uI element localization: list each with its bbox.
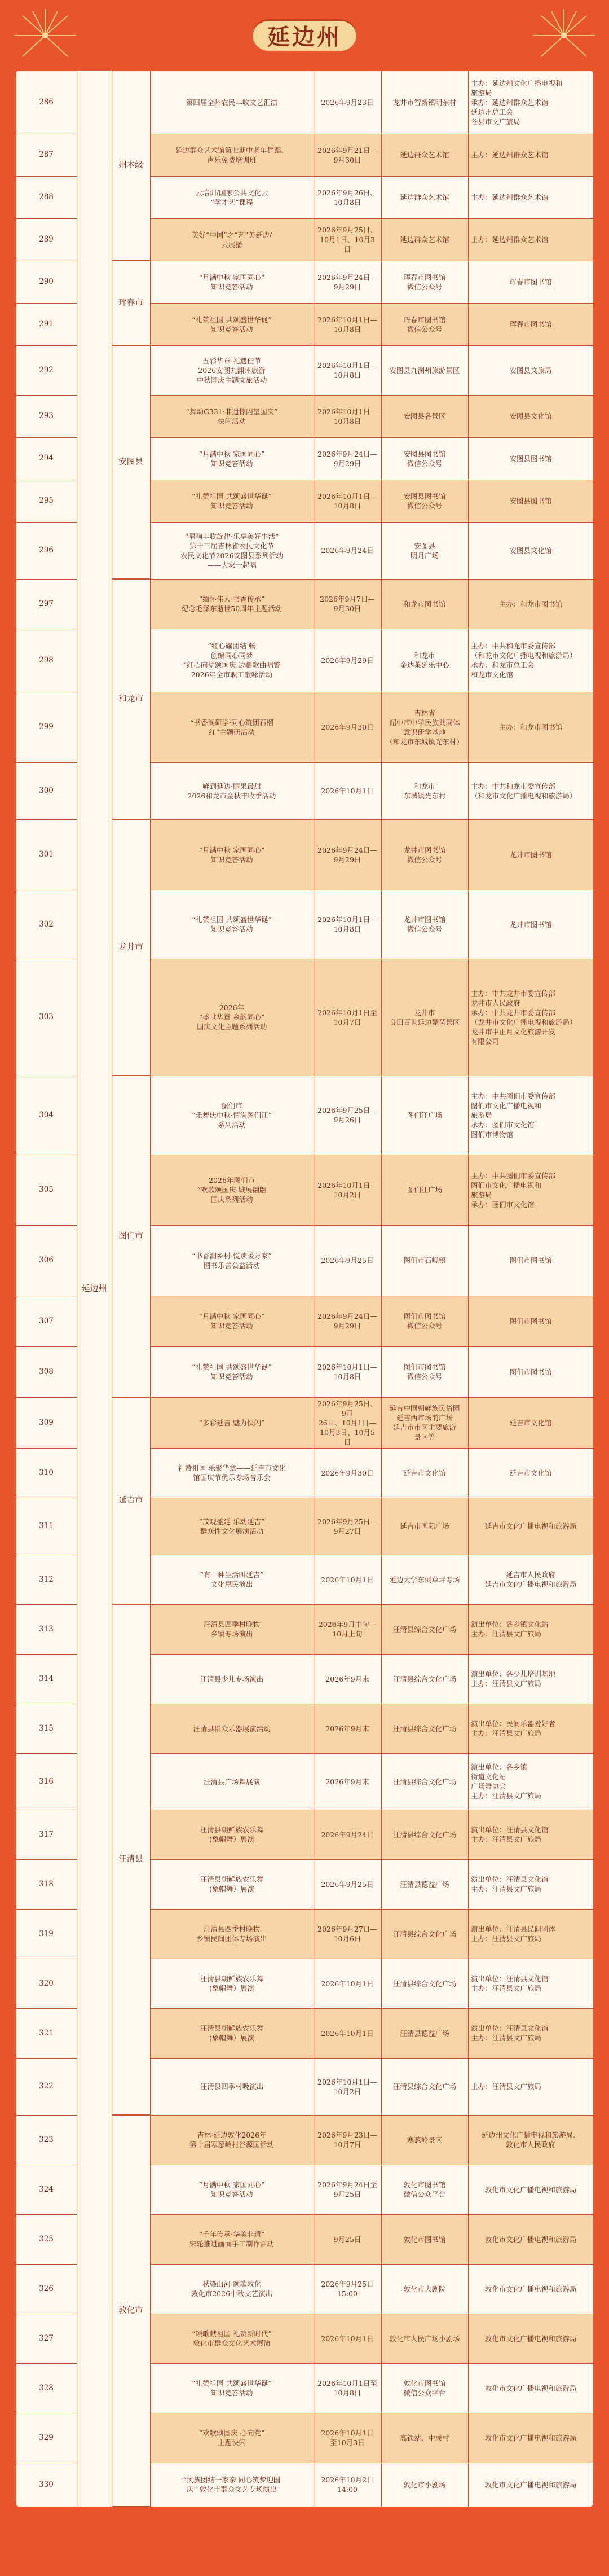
- activity-name: “颂歌献祖国 礼赞新时代” 敦化市群众文化艺术展演: [192, 2329, 272, 2347]
- activity-time: 2026年9月27日— 10月6日: [317, 1925, 377, 1943]
- activity-place: 珲春市图书馆 微信公众号: [403, 273, 446, 291]
- activity-organizer: 敦化市文化广播电视和旅游局: [484, 2384, 577, 2393]
- activity-time: 2026年10月1日至 10月7日: [317, 1008, 377, 1026]
- activity-name: “民族团结一家亲·同心筑梦迎国 庆” 敦化市群众文艺专场演出: [183, 2476, 281, 2494]
- activity-time: 2026年10月1日: [321, 787, 374, 795]
- region-name: 敦化市: [118, 2306, 143, 2315]
- activity-name: 汪清县朝鲜族农乐舞 (象帽舞）展演: [200, 2024, 264, 2042]
- row-number: 298: [39, 655, 54, 665]
- activity-name: “茂观盛延 乐动延吉” 群众性文化展演活动: [198, 1517, 265, 1535]
- activity-place: 和龙市 金达莱延乐中心: [400, 651, 449, 669]
- activity-organizer: 演出单位：各少儿培训基地 主办：汪清县文广旅局: [471, 1670, 556, 1688]
- activity-time: 2026年9月中旬— 10月上旬: [318, 1620, 377, 1638]
- row-number: 326: [39, 2284, 54, 2293]
- activity-place: 图们江广场: [407, 1186, 443, 1194]
- activity-name: 汪清县广场舞展演: [203, 1777, 260, 1786]
- activity-organizer: 演出单位：汪清县文化馆 主办：汪清县文广旅局: [471, 1974, 549, 1993]
- row-number: 329: [39, 2433, 54, 2442]
- row-number: 316: [39, 1776, 54, 1786]
- activity-time: 2026年9月26日、 10月8日: [317, 188, 377, 207]
- activity-time: 2026年10月1日— 10月8日: [317, 361, 377, 379]
- activity-time: 2026年9月24日— 9月29日: [317, 845, 377, 864]
- activity-name: 秋染山河·颂歌敦化 敦化市2026中秋文艺演出: [191, 2280, 273, 2298]
- activity-place: 图们市图书馆 微信公众号: [403, 1312, 446, 1330]
- activity-time: 2026年9月29日: [321, 656, 374, 665]
- activity-organizer: 敦化市文化广播电视和旅游局: [484, 2334, 577, 2343]
- activity-name: 鲜到延边·丽果最甜 2026和龙市金秋丰收季活动: [187, 782, 276, 800]
- row-number: 310: [39, 1468, 54, 1477]
- activity-place: 安图县 明月广场: [410, 541, 439, 560]
- activity-organizer: 主办：延边州文化广播电视和 旅游局 承办：延边州群众艺术馆 延边州总工会 各县市文广旅局: [471, 78, 563, 126]
- row-number: 300: [39, 786, 54, 795]
- activity-organizer: 图们市图书馆: [509, 1256, 552, 1265]
- row-number: 286: [39, 97, 54, 107]
- activity-name: “礼赞祖国 共颂盛世华诞” 知识竞答活动: [192, 2379, 272, 2397]
- activity-organizer: 安图县图书馆: [509, 497, 552, 505]
- activity-name: “礼赞祖国 共颂盛世华诞” 知识竞答活动: [192, 491, 272, 510]
- activity-place: 龙井市图书馆 微信公众号: [403, 845, 446, 864]
- firework-left-icon: [6, 5, 85, 67]
- activity-name: “千年传承·华美非遗” 宋轮推进画面手工制作活动: [189, 2230, 274, 2248]
- activity-name: 汪清县四季村晚物 乡镇专场演出: [203, 1620, 260, 1638]
- activity-name: “书香润研学·同心筑团石榴 红”主题研活动: [190, 718, 273, 736]
- region-name: 州本级: [118, 161, 143, 170]
- region-name: 汪清县: [118, 1855, 143, 1864]
- activity-place: 汪清县综合文化广场: [392, 1625, 457, 1634]
- activity-time: 2026年9月25日、 10月1日、10月3日: [317, 226, 377, 253]
- activity-name: “礼赞祖国 共颂盛世华诞” 知识竞答活动: [192, 915, 272, 933]
- activity-name: “红心耀团结 畅 创编同心同梦 “红心向党颂国庆·边疆歌曲唱警 2026年全市职工歌咏活动: [183, 642, 281, 679]
- activity-place: 延边大学东侧草坪专场: [389, 1575, 460, 1584]
- activity-time: 2026年9月24日: [321, 1830, 374, 1839]
- activity-place: 和龙市 东城镇光东村: [403, 782, 446, 800]
- activity-name: “月满中秋 家国同心” 知识竞答活动: [198, 2180, 265, 2198]
- region-name: 珲春市: [118, 298, 143, 308]
- region-name: 延吉市: [118, 1496, 143, 1505]
- row-number: 306: [39, 1256, 54, 1265]
- activity-name: 汪清县朝鲜族农乐舞 (象帽舞）展演: [200, 1825, 264, 1844]
- row-number: 293: [39, 411, 54, 420]
- activity-organizer: 主办：中共图们市委宣传部 图们市文化广播电视和 旅游局 承办：图们市文化馆 图们市博物馆: [471, 1091, 556, 1139]
- activity-time: 2026年9月25日: [321, 1256, 374, 1265]
- activity-organizer: 主办：中共和龙市委宣传部 （和龙市文化广播电视和旅游局） 承办：和龙市总工会 和龙市文化馆: [471, 642, 577, 679]
- activity-name: 2026年 “盛世华章 乡韵同心” 国庆文化主题系列活动: [196, 1003, 267, 1031]
- activity-name: 第四届全州农民丰收文艺汇演: [186, 98, 278, 107]
- activity-organizer: 敦化市文化广播电视和旅游局: [484, 2480, 577, 2489]
- activity-place: 延吉中国朝鲜族民俗园 延吉西市场前广场 延吉市市区主要旅游 景区等: [389, 1404, 460, 1441]
- region-name: 安图县: [118, 457, 143, 467]
- activity-name: 延边群众艺术馆第七期中老年舞蹈、 声乐免费培训班: [175, 146, 288, 164]
- row-number: 330: [39, 2480, 54, 2489]
- activity-time: 2026年10月1日 至10月3日: [321, 2429, 374, 2447]
- activity-organizer: 延吉市人民政府 延吉市文化广播电视和旅游局: [484, 1570, 577, 1588]
- activity-place: 安图县九渊州旅游景区: [389, 366, 460, 375]
- activity-time: 2026年9月23日: [321, 98, 374, 107]
- activity-time: 2026年9月25日、9月 26日、10月1日— 10月3日、10月5日: [317, 1399, 377, 1446]
- activity-name: 汪清县朝鲜族农乐舞 (象帽舞）展演: [200, 1974, 264, 1993]
- activity-place: 延边群众艺术馆: [400, 193, 449, 201]
- activity-organizer: 主办：中共和龙市委宣传部 （和龙市文化广播电视和旅游局）: [471, 782, 577, 800]
- row-number: 324: [39, 2184, 54, 2194]
- activity-place: 汪清县德益广场: [400, 2029, 449, 2038]
- activity-place: 汪清县综合文化广场: [392, 2082, 457, 2091]
- activity-time: 2026年9月23日— 10月7日: [317, 2131, 377, 2149]
- activity-organizer: 安图县文旅局: [509, 366, 552, 375]
- row-number: 322: [39, 2082, 54, 2091]
- activity-organizer: 延吉市文化馆: [509, 1468, 552, 1477]
- activity-place: 安图县图书馆 微信公众号: [403, 449, 446, 468]
- activity-organizer: 主办：延边州群众艺术馆: [471, 151, 549, 159]
- title-banner: [0, 0, 609, 71]
- row-number: 313: [39, 1624, 54, 1634]
- row-number: 323: [39, 2135, 54, 2144]
- activity-name: “缅怀伟人·书香传承” 纪念毛泽东逝世50周年主题活动: [181, 595, 283, 613]
- activity-organizer: 安图县文化馆: [509, 546, 552, 555]
- activity-place: 延吉市国际广场: [400, 1522, 449, 1530]
- row-number: 301: [39, 850, 54, 859]
- activity-organizer: 图们市图书馆: [509, 1316, 552, 1326]
- activity-place: 敦化市人民广场小剧场: [389, 2334, 460, 2343]
- row-number: 307: [39, 1316, 54, 1326]
- activity-time: 2026年10月1日: [321, 1979, 374, 1988]
- activity-place: 敦化市小剧场: [403, 2480, 446, 2489]
- activity-organizer: 珲春市图书馆: [509, 320, 552, 328]
- activity-organizer: 主办：延边州群众艺术馆: [471, 235, 549, 244]
- activity-time: 2026年10月1日: [321, 1575, 374, 1584]
- activity-name: “舞动G331·非遗惊闪望国庆” 快闪活动: [186, 407, 278, 425]
- activity-place: 汪清县综合文化广场: [392, 1674, 457, 1683]
- activity-name: “月满中秋 家国同心” 知识竞答活动: [198, 1312, 265, 1330]
- activity-time: 2026年10月1日— 10月8日: [317, 491, 377, 510]
- activity-time: 2026年9月21日— 9月30日: [317, 146, 377, 164]
- activity-name: “有一种生活叫延吉” 文化惠民演出: [200, 1570, 264, 1588]
- activity-time: 2026年10月1日: [321, 2334, 374, 2343]
- activity-organizer: 敦化市文化广播电视和旅游局: [484, 2235, 577, 2244]
- activity-place: 汪清县德益广场: [400, 1880, 449, 1889]
- activity-time: 2026年9月24日: [321, 546, 374, 555]
- activity-name: 汪清县少儿专场演出: [200, 1674, 264, 1683]
- activity-organizer: 主办：中共龙井市委宣传部 龙井市人民政府 承办：中共龙井市委宣传部 （龙井市文化广播电视和旅游局） 龙井市中正月文化旅游开发 有限公司: [471, 989, 577, 1046]
- activity-time: 2026年10月1日— 10月8日: [317, 1363, 377, 1381]
- activity-place: 汪清县综合文化广场: [392, 1830, 457, 1839]
- title-pill: [253, 19, 356, 51]
- activity-name: “月满中秋 家国同心” 知识竞答活动: [198, 449, 265, 468]
- activity-time: 2026年10月1日至 10月8日: [317, 2379, 377, 2397]
- row-number: 296: [39, 546, 54, 555]
- activity-name: 五彩华章·礼遇佳节 2026安图九渊州旅游 中秋国庆主题文旅活动: [196, 356, 267, 384]
- activity-organizer: 安图县图书馆: [509, 454, 552, 463]
- activity-time: 2026年10月1日— 10月2日: [317, 2077, 377, 2096]
- activity-place: 汪清县综合文化广场: [392, 1929, 457, 1938]
- row-number: 325: [39, 2234, 54, 2244]
- activity-organizer: 敦化市文化广播电视和旅游局: [484, 2185, 577, 2194]
- activity-organizer: 演出单位：汪清县文化馆 主办：汪清县文广旅局: [471, 2024, 549, 2042]
- activity-name: “月满中秋 家国同心” 知识竞答活动: [198, 845, 265, 864]
- activity-place: 汪清县综合文化广场: [392, 1979, 457, 1988]
- activity-time: 2026年9月末: [325, 1724, 369, 1733]
- row-number: 297: [39, 599, 54, 608]
- activity-organizer: 演出单位：各乡镇 街道文化站 广场舞协会 主办：汪清县文广旅局: [471, 1763, 542, 1800]
- region-name: 图们市: [118, 1231, 143, 1241]
- activity-time: 2026年9月24日— 9月29日: [317, 1312, 377, 1330]
- activity-place: 图们市图书馆 微信公众号: [403, 1363, 446, 1381]
- row-number: 303: [39, 1012, 54, 1021]
- activity-organizer: 图们市图书馆: [509, 1367, 552, 1376]
- activity-name: “礼赞祖国 共颂盛世华诞” 知识竞答活动: [192, 1363, 272, 1381]
- activity-time: 2026年10月1日— 10月8日: [317, 407, 377, 425]
- row-number: 319: [39, 1929, 54, 1938]
- activity-name: 汪清县群众乐器展演活动: [193, 1724, 271, 1733]
- activity-time: 2026年10月1日: [321, 2029, 374, 2038]
- activity-time: 2026年10月1日— 10月8日: [317, 315, 377, 333]
- row-number: 315: [39, 1723, 54, 1733]
- row-number: 291: [39, 319, 54, 328]
- activity-name: “欢歌颂国庆 心向党” 主题快闪: [198, 2429, 265, 2447]
- row-number: 328: [39, 2383, 54, 2393]
- activity-place: 延边群众艺术馆: [400, 235, 449, 244]
- row-number: 288: [39, 192, 54, 201]
- activity-organizer: 延吉市文化馆: [509, 1418, 552, 1427]
- activity-place: 图们江广场: [407, 1111, 443, 1120]
- activity-time: 2026年9月25日: [321, 1880, 374, 1889]
- activity-time: 2026年9月25日— 9月27日: [317, 1517, 377, 1535]
- activity-place: 敦化市大剧院: [403, 2284, 446, 2293]
- region-name: 和龙市: [118, 694, 143, 704]
- activity-place: 汪清县综合文化广场: [392, 1724, 457, 1733]
- activity-name: “礼赞祖国 共颂盛世华诞” 知识竞答活动: [192, 315, 272, 333]
- activity-place: 安图县各景区: [403, 412, 446, 420]
- activity-organizer: 演出单位：汪清县民间团体 主办：汪清县文广旅局: [471, 1925, 556, 1943]
- row-number: 302: [39, 919, 54, 929]
- activity-time: 2026年9月25日— 9月26日: [317, 1106, 377, 1124]
- activity-organizer: 敦化市文化广播电视和旅游局: [484, 2284, 577, 2293]
- activity-place: 敦化市图书馆 微信公众平台: [403, 2379, 446, 2397]
- activity-name: “书香润乡村·悦读暖万家” 图书乐善公益活动: [192, 1251, 272, 1270]
- region-name: 龙井市: [118, 942, 143, 952]
- table-grid: [16, 71, 593, 2507]
- activity-time: 9月25日: [333, 2235, 361, 2244]
- activity-time: 2026年10月2日 14:00: [321, 2476, 374, 2494]
- activity-organizer: 敦化市文化广播电视和旅游局: [484, 2433, 577, 2442]
- activity-name: 吉林·延边敦化2026年 第十届寒葱岭村谷源国活动: [189, 2131, 274, 2149]
- activity-place: 安图县图书馆 微信公众号: [403, 491, 446, 510]
- row-number: 292: [39, 365, 54, 375]
- activity-time: 2026年9月24日— 9月29日: [317, 273, 377, 291]
- activity-organizer: 演出单位：汪清县文化馆 主办：汪清县文广旅局: [471, 1875, 549, 1893]
- activity-place: 龙井市智新镇明东村: [392, 98, 457, 107]
- activity-table: [16, 71, 593, 2507]
- page-footer: [0, 2566, 609, 2576]
- activity-name: 汪清县朝鲜族农乐舞 (象帽舞）展演: [200, 1875, 264, 1893]
- row-number: 309: [39, 1418, 54, 1427]
- activity-place: 龙井市 良田百世延边琵琶景区: [389, 1008, 460, 1026]
- row-number: 318: [39, 1879, 54, 1889]
- row-number: 312: [39, 1574, 54, 1584]
- row-number: 299: [39, 722, 54, 731]
- activity-name: “月满中秋 家国同心” 知识竞答活动: [198, 273, 265, 291]
- activity-place: 寒葱岭景区: [407, 2135, 443, 2144]
- activity-time: 2026年9月30日: [321, 1468, 374, 1477]
- activity-organizer: 延边州文化广播电视和旅游局、 敦化市人民政府: [481, 2131, 580, 2149]
- activity-place: 高铁站、中成村: [400, 2433, 449, 2442]
- activity-name: 图们市 “乐舞庆中秋·情满图们江” 系列活动: [192, 1101, 272, 1129]
- activity-organizer: 珲春市图书馆: [509, 278, 552, 286]
- activity-name: “多彩延吉 魅力快闪”: [198, 1418, 265, 1427]
- activity-place: 汪清县综合文化广场: [392, 1777, 457, 1786]
- row-number: 314: [39, 1674, 54, 1683]
- row-number: 308: [39, 1367, 54, 1376]
- activity-organizer: 演出单位：民间乐器爱好者 主办：汪清县文广旅局: [471, 1719, 556, 1737]
- firework-right-icon: [524, 5, 603, 67]
- row-number: 305: [39, 1185, 54, 1194]
- activity-time: 2026年9月30日: [321, 723, 374, 731]
- activity-name: 2026年图们市 “欢歌颂国庆·城展翩翩 国庆系列活动: [197, 1176, 267, 1204]
- row-number: 295: [39, 496, 54, 505]
- activity-time: 2026年9月末: [325, 1777, 369, 1786]
- activity-organizer: 延吉市文化广播电视和旅游局: [484, 1522, 577, 1530]
- row-number: 294: [39, 454, 54, 463]
- activity-time: 2026年9月24日— 9月29日: [317, 449, 377, 468]
- activity-organizer: 安图县文化馆: [509, 412, 552, 420]
- activity-organizer: 龙井市图书馆: [509, 850, 552, 859]
- activity-organizer: 主办：汪清县文广旅局: [471, 2082, 542, 2091]
- row-number: 287: [39, 150, 54, 159]
- activity-organizer: 演出单位：汪清县文化馆 主办：汪清县文广旅局: [471, 1825, 549, 1844]
- activity-place: 珲春市图书馆 微信公众号: [403, 315, 446, 333]
- activity-place: 敦化市图书馆: [403, 2235, 446, 2244]
- activity-organizer: 主办：和龙市图书馆: [498, 723, 563, 731]
- row-number: 321: [39, 2028, 54, 2038]
- activity-time: 2026年9月末: [325, 1674, 369, 1683]
- activity-place: 敦化市图书馆 微信公众平台: [403, 2180, 446, 2198]
- row-number: 290: [39, 277, 54, 286]
- row-number: 311: [39, 1521, 54, 1530]
- prefecture-name: 延边州: [81, 1283, 107, 1293]
- activity-place: 图们市石岘镇: [403, 1256, 446, 1265]
- activity-organizer: 演出单位：各乡镇文化站 主办：汪清县文广旅局: [471, 1620, 549, 1638]
- activity-place: 延边群众艺术馆: [400, 151, 449, 159]
- activity-organizer: 龙井市图书馆: [509, 920, 552, 929]
- activity-time: 2026年9月7日— 9月30日: [320, 595, 375, 613]
- activity-place: 吉林省 韶中市中学民族共同体 意识研学基地 （和龙市东城镇光东村）: [386, 708, 464, 746]
- activity-place: 龙井市图书馆 微信公众号: [403, 915, 446, 933]
- activity-name: 汪清县四季村晚物 乡镇民间团体专场演出: [196, 1925, 267, 1943]
- row-number: 320: [39, 1978, 54, 1988]
- activity-name: 汪清县四季村晚演出: [200, 2082, 264, 2091]
- activity-organizer: 主办：和龙市图书馆: [498, 599, 563, 608]
- row-number: 317: [39, 1829, 54, 1839]
- activity-place: 和龙市图书馆: [403, 599, 446, 608]
- activity-time: 2026年10月1日— 10月8日: [317, 915, 377, 933]
- activity-time: 2026年9月24日至 9月25日: [317, 2180, 377, 2198]
- page-title: 延边州: [267, 23, 342, 50]
- activity-name: 云培训/国家公共文化云 “学才艺”课程: [195, 188, 268, 207]
- activity-organizer: 主办：延边州群众艺术馆: [471, 193, 549, 201]
- activity-place: 延吉市文化馆: [403, 1468, 446, 1477]
- activity-time: 2026年9月25日 15:00: [321, 2280, 374, 2298]
- activity-name: 美好“中国”之“艺”美延边/ 云展播: [191, 230, 272, 249]
- row-number: 327: [39, 2333, 54, 2343]
- row-number: 304: [39, 1110, 54, 1120]
- activity-name: “唱响丰收旋律·乐享美好生活” 第十三届吉林省农民文化节 农民文化节2026安图县系列活动 ——大家一起唱: [180, 532, 283, 569]
- row-number: 289: [39, 235, 54, 244]
- activity-organizer: 主办：中共图们市委宣传部 图们市文化广播电视和 旅游局 承办：图们市文化馆: [471, 1171, 556, 1209]
- activity-name: 礼赞祖国 乐聚华章——延吉市文化 馆国庆节优乐专场音乐会: [178, 1464, 286, 1482]
- activity-time: 2026年10月1日— 10月2日: [317, 1181, 377, 1199]
